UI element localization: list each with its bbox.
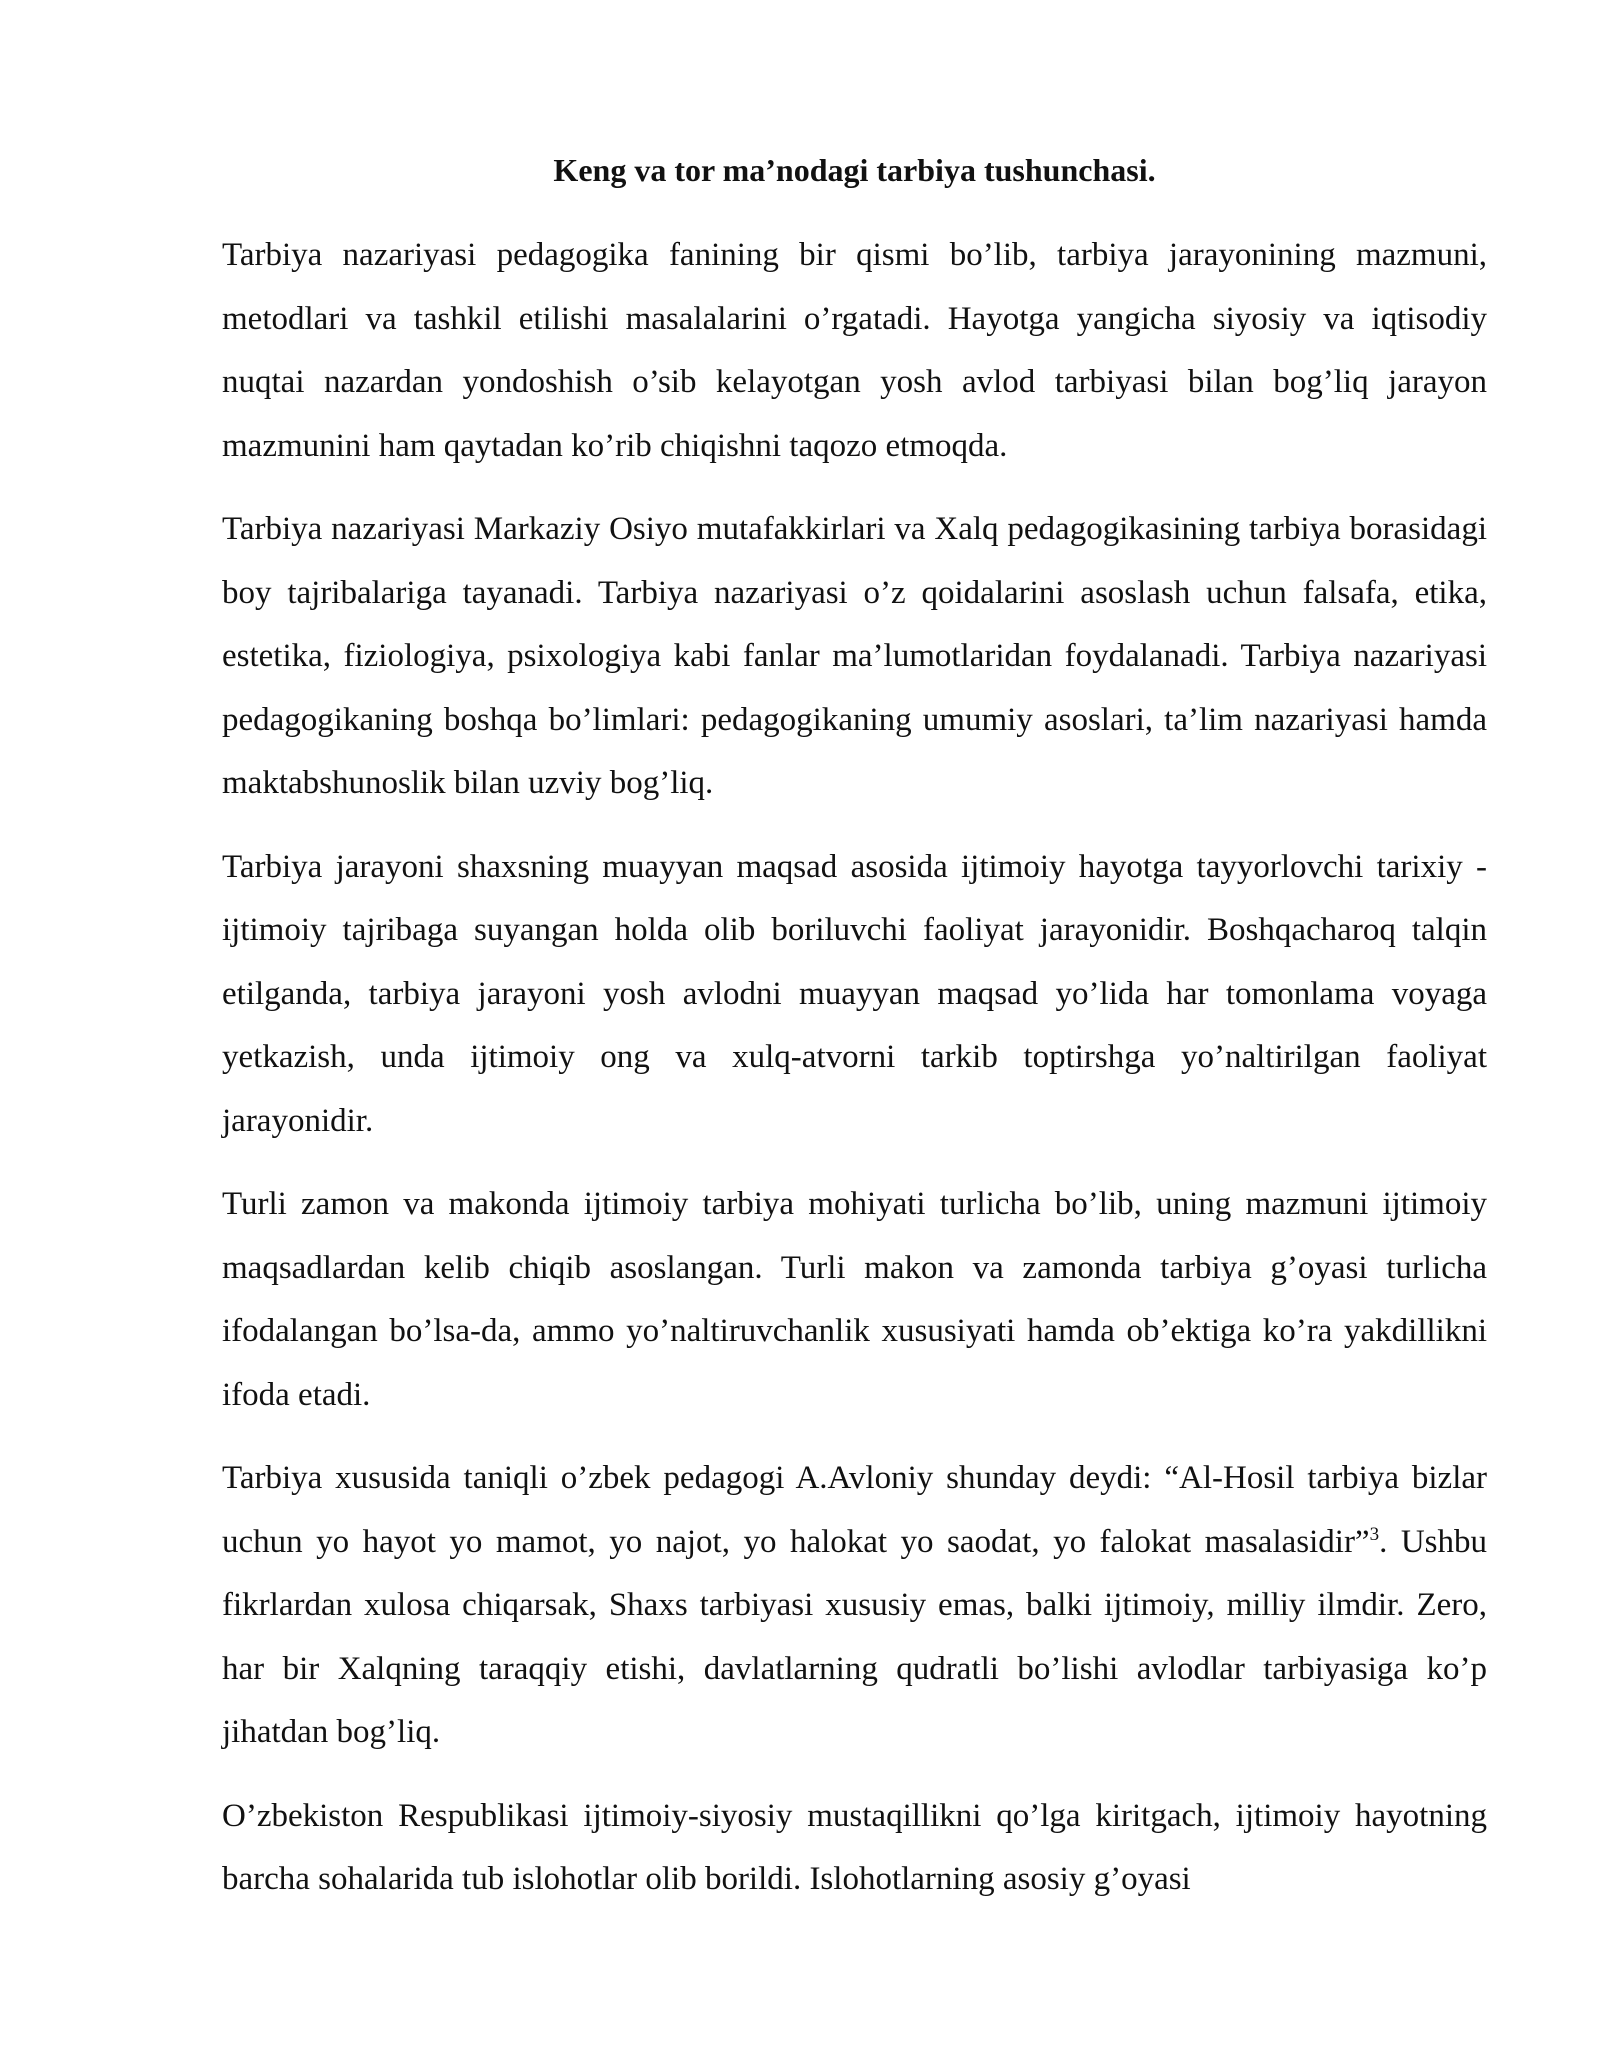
paragraph-tarbiya-nazariyasi: Tarbiya nazariyasi pedagogika fanining bir qismi bo’lib, tarbiya jarayonining mazmuni, metodlari va tashkil etilishi masalalarini o’rgatadi. Hayotga yangicha siyosiy va iqtisodiy nuqtai nazardan yondoshish o’sib kelayotgan yosh avlod tarbiyasi bilan bog’liq jarayon mazmunini ham qaytadan ko’rib chiqishni taqozo etmoqda. <box>222 237 1487 464</box>
document-page <box>222 150 1487 1932</box>
paragraph-ozbekiston: O’zbekiston Respublikasi ijtimoiy-siyosiy mustaqillikni qo’lga kiritgach, ijtimoiy hayotning barcha sohalarida tub islohotlar olib borildi. Islohotlarning asosiy g’oyasi <box>222 1797 1487 1897</box>
quote-text: Tarbiya xususida taniqli o’zbek pedagogi A.Avloniy shunday deydi: “Al-Hosil tarbiya bizlar uchun yo hayot yo mamot, yo najot, yo halokat yo saodat, yo falokat masalasidir” <box>222 1460 1487 1560</box>
paragraph-markaziy-osiyo: Tarbiya nazariyasi Markaziy Osiyo mutafakkirlari va Xalq pedagogikasining tarbiya borasidagi boy tajribalariga tayanadi. Tarbiya nazariyasi o’z qoidalarini asoslash uchun falsafa, etika, estetika, fiziologiya, psixologiya kabi fanlar ma’lumotlaridan foydalanadi. Tarbiya nazariyasi pedagogikaning boshqa bo’limlari: pedagogikaning umumiy asoslari, ta’lim nazariyasi hamda maktabshunoslik bilan uzviy bog’liq. <box>222 511 1487 801</box>
quote-conclusion-text: . Ushbu fikrlardan xulosa chiqarsak, Shaxs tarbiyasi xususiy emas, balki ijtimoiy, milliy ilmdir. Zero, har bir Xalqning taraqqiy etishi, davlatlarning qudratli bo’lishi avlodlar tarbiyasiga ko’p jihatdan bog’liq. <box>222 1523 1487 1750</box>
paragraph-tarbiya-jarayoni: Tarbiya jarayoni shaxsning muayyan maqsad asosida ijtimoiy hayotga tayyorlovchi tarixiy - ijtimoiy tajribaga suyangan holda olib boriluvchi faoliyat jarayonidir. Boshqacharoq talqin etilganda, tarbiya jarayoni yosh avlodni muayyan maqsad yo’lida har tomonlama voyaga yetkazish, unda ijtimoiy ong va xulq-atvorni tarkib toptirshga yo’naltirilgan faoliyat jarayonidir. <box>222 848 1487 1139</box>
paragraph-turli-zamon: Turli zamon va makonda ijtimoiy tarbiya mohiyati turlicha bo’lib, uning mazmuni ijtimoiy maqsadlardan kelib chiqib asoslangan. Turli makon va zamonda tarbiya g’oyasi turlicha ifodalangan bo’lsa-da, ammo yo’naltiruvchanlik xususiyati hamda ob’ektiga ko’ra yakdillikni ifoda etadi. <box>222 1186 1487 1413</box>
document-title: Keng va tor ma’nodagi tarbiya tushunchasi. <box>553 152 1156 188</box>
footnote-reference[interactable]: 3 <box>1369 1523 1380 1545</box>
paragraph-avloniy-quote <box>222 1447 1487 1765</box>
